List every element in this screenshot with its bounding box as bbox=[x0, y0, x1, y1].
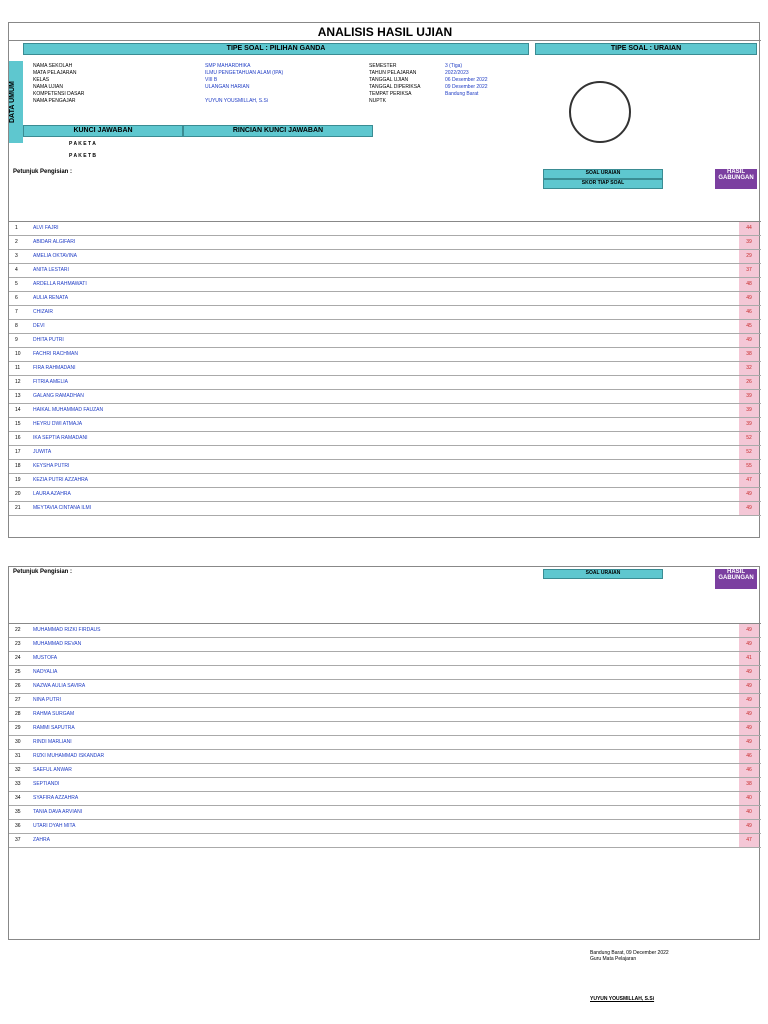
student-nilai: 26 bbox=[739, 376, 759, 389]
student-nilai: 49 bbox=[739, 722, 759, 735]
student-nilai: 52 bbox=[739, 446, 759, 459]
table-row bbox=[9, 236, 761, 250]
student-nilai: 49 bbox=[739, 694, 759, 707]
petunjuk-label-2: Petunjuk Pengisian : bbox=[13, 569, 73, 575]
student-name: KEZIA PUTRI AZZAHRA bbox=[33, 477, 89, 483]
signer-name: YUYUN YOUSMILLAH, S.Si bbox=[590, 996, 655, 1002]
student-name: RAHMA SURGAM bbox=[33, 711, 75, 717]
student-nilai: 46 bbox=[739, 750, 759, 763]
student-name: KEYSHA PUTRI bbox=[33, 463, 70, 469]
student-name: ALVI FAJRI bbox=[33, 225, 59, 231]
student-name: NADYALIA bbox=[33, 669, 58, 675]
student-name: DHITA PUTRI bbox=[33, 337, 64, 343]
student-nilai: 32 bbox=[739, 362, 759, 375]
student-nilai: 37 bbox=[739, 264, 759, 277]
student-name: MUSTOFA bbox=[33, 655, 58, 661]
student-nilai: 49 bbox=[739, 708, 759, 721]
hasil-gabungan-head: HASIL GABUNGAN bbox=[715, 169, 757, 189]
soal-uraian-head-2: SOAL URAIAN bbox=[543, 569, 663, 579]
student-no: 32 bbox=[15, 767, 21, 773]
table-row bbox=[9, 638, 761, 652]
student-no: 36 bbox=[15, 823, 21, 829]
table-row bbox=[9, 680, 761, 694]
data-umum-label: DATA UMUM bbox=[9, 61, 23, 143]
student-no: 4 bbox=[15, 267, 18, 273]
table-row bbox=[9, 792, 761, 806]
table-row bbox=[9, 488, 761, 502]
tipe-pg-band: TIPE SOAL : PILIHAN GANDA bbox=[23, 43, 529, 55]
student-nilai: 49 bbox=[739, 624, 759, 637]
identity-labels-2: SEMESTER TAHUN PELAJARAN TANGGAL UJIAN TANGGAL DIPERIKSA TEMPAT PERIKSA NUPTK bbox=[369, 63, 421, 104]
student-nilai: 55 bbox=[739, 460, 759, 473]
student-name: SAEFUL ANWAR bbox=[33, 767, 72, 773]
student-name: ABIDAR ALGIFARI bbox=[33, 239, 76, 245]
student-name: RINDI MARLIANI bbox=[33, 739, 72, 745]
student-no: 14 bbox=[15, 407, 21, 413]
student-no: 10 bbox=[15, 351, 21, 357]
school-name: SMP MAHARDHIKA bbox=[205, 63, 251, 69]
student-name: FITRIA AMELIA bbox=[33, 379, 69, 385]
student-no: 2 bbox=[15, 239, 18, 245]
student-nilai: 46 bbox=[739, 764, 759, 777]
table-row bbox=[9, 250, 761, 264]
exam-name: ULANGAN HARIAN bbox=[205, 84, 250, 90]
table-row bbox=[9, 376, 761, 390]
student-no: 37 bbox=[15, 837, 21, 843]
table-row bbox=[9, 624, 761, 638]
student-name: MUHAMMAD RIZKI FIRDAUS bbox=[33, 627, 101, 633]
table-row bbox=[9, 222, 761, 236]
student-no: 28 bbox=[15, 711, 21, 717]
table-row bbox=[9, 334, 761, 348]
table-row bbox=[9, 736, 761, 750]
student-nilai: 40 bbox=[739, 806, 759, 819]
rincian-label: RINCIAN KUNCI JAWABAN bbox=[183, 125, 373, 137]
student-nilai: 41 bbox=[739, 652, 759, 665]
student-table bbox=[9, 221, 761, 521]
table-row bbox=[9, 694, 761, 708]
table-row bbox=[9, 750, 761, 764]
student-nilai: 29 bbox=[739, 250, 759, 263]
student-name: AULIA RENATA bbox=[33, 295, 69, 301]
student-nilai: 49 bbox=[739, 292, 759, 305]
student-name: GALANG RAMADHAN bbox=[33, 393, 84, 399]
table-row bbox=[9, 834, 761, 848]
student-name: ZAHRA bbox=[33, 837, 50, 843]
student-no: 30 bbox=[15, 739, 21, 745]
student-no: 12 bbox=[15, 379, 21, 385]
student-no: 35 bbox=[15, 809, 21, 815]
soal-uraian-head: SOAL URAIAN bbox=[543, 169, 663, 179]
student-no: 13 bbox=[15, 393, 21, 399]
student-name: IKA SEPTIA RAMADANI bbox=[33, 435, 88, 441]
student-nilai: 39 bbox=[739, 404, 759, 417]
student-no: 29 bbox=[15, 725, 21, 731]
student-name: NINA PUTRI bbox=[33, 697, 62, 703]
student-name: HAIKAL MUHAMMAD FAUZAN bbox=[33, 407, 104, 413]
tipe-uraian-band: TIPE SOAL : URAIAN bbox=[535, 43, 757, 55]
student-nilai: 44 bbox=[739, 222, 759, 235]
student-nilai: 39 bbox=[739, 418, 759, 431]
student-nilai: 49 bbox=[739, 638, 759, 651]
student-name: RAMMI SAPUTRA bbox=[33, 725, 75, 731]
student-no: 31 bbox=[15, 753, 21, 759]
teacher-role: Guru Mata Pelajaran bbox=[590, 956, 637, 962]
student-name: RIZKI MUHAMMAD ISKANDAR bbox=[33, 753, 105, 759]
exam-date: 06 Desember 2022 bbox=[445, 77, 488, 83]
student-no: 24 bbox=[15, 655, 21, 661]
student-no: 9 bbox=[15, 337, 18, 343]
student-no: 22 bbox=[15, 627, 21, 633]
academic-year: 2022/2023 bbox=[445, 70, 469, 76]
table-row bbox=[9, 404, 761, 418]
student-no: 19 bbox=[15, 477, 21, 483]
checked-date: 09 Desember 2022 bbox=[445, 84, 488, 90]
check-place: Bandung Barat bbox=[445, 91, 479, 97]
student-name: MEYTAVIA CINTANA ILMI bbox=[33, 505, 92, 511]
school-logo bbox=[569, 81, 631, 143]
table-row bbox=[9, 306, 761, 320]
student-no: 33 bbox=[15, 781, 21, 787]
student-nilai: 49 bbox=[739, 680, 759, 693]
student-nilai: 47 bbox=[739, 834, 759, 847]
hasil-gabungan-head-2: HASIL GABUNGAN bbox=[715, 569, 757, 589]
student-no: 26 bbox=[15, 683, 21, 689]
student-no: 17 bbox=[15, 449, 21, 455]
student-no: 25 bbox=[15, 669, 21, 675]
student-name: FIRA RAHMADANI bbox=[33, 365, 76, 371]
student-nilai: 46 bbox=[739, 306, 759, 319]
teacher: YUYUN YOUSMILLAH, S.Si bbox=[205, 98, 268, 104]
student-nilai: 39 bbox=[739, 236, 759, 249]
sheet-title: ANALISIS HASIL UJIAN bbox=[9, 23, 761, 41]
table-row bbox=[9, 390, 761, 404]
table-row bbox=[9, 652, 761, 666]
signature-block bbox=[590, 950, 669, 1002]
identity-labels: NAMA SEKOLAH MATA PELAJARAN KELAS NAMA UJIAN KOMPETENSI DASAR NAMA PENGAJAR bbox=[33, 63, 85, 104]
analysis-sheet-1 bbox=[8, 22, 760, 538]
table-row bbox=[9, 446, 761, 460]
table-row bbox=[9, 708, 761, 722]
student-no: 6 bbox=[15, 295, 18, 301]
table-row bbox=[9, 320, 761, 334]
table-row bbox=[9, 292, 761, 306]
table-row bbox=[9, 474, 761, 488]
student-name: TANIA DAVA ARVIANI bbox=[33, 809, 83, 815]
table-row bbox=[9, 362, 761, 376]
student-nilai: 49 bbox=[739, 736, 759, 749]
student-nilai: 49 bbox=[739, 502, 759, 515]
student-name: LAURA AZAHRA bbox=[33, 491, 71, 497]
table-row bbox=[9, 278, 761, 292]
student-no: 16 bbox=[15, 435, 21, 441]
student-no: 3 bbox=[15, 253, 18, 259]
student-nilai: 49 bbox=[739, 334, 759, 347]
table-row bbox=[9, 502, 761, 516]
semester: 3 (Tiga) bbox=[445, 63, 463, 69]
table-row bbox=[9, 764, 761, 778]
student-no: 8 bbox=[15, 323, 18, 329]
student-name: UTARI DYAH MITA bbox=[33, 823, 76, 829]
table-row bbox=[9, 348, 761, 362]
student-no: 20 bbox=[15, 491, 21, 497]
table-row bbox=[9, 432, 761, 446]
student-nilai: 52 bbox=[739, 432, 759, 445]
place-date: Bandung Barat, 09 December 2022 bbox=[590, 950, 669, 956]
student-name: ARDELLA RAHMAWATI bbox=[33, 281, 87, 287]
student-nilai: 39 bbox=[739, 390, 759, 403]
student-name: SYAFIRA AZZAHRA bbox=[33, 795, 79, 801]
table-row bbox=[9, 418, 761, 432]
identity-values bbox=[205, 63, 283, 105]
student-no: 5 bbox=[15, 281, 18, 287]
student-nilai: 49 bbox=[739, 820, 759, 833]
student-nilai: 49 bbox=[739, 488, 759, 501]
analysis-sheet-2 bbox=[8, 566, 760, 940]
student-nilai: 45 bbox=[739, 320, 759, 333]
paket-b: P A K E T B bbox=[69, 153, 97, 159]
student-name: ANITA LESTARI bbox=[33, 267, 69, 273]
table-row bbox=[9, 666, 761, 680]
student-nilai: 48 bbox=[739, 278, 759, 291]
student-name: DEVI bbox=[33, 323, 45, 329]
student-nilai: 38 bbox=[739, 778, 759, 791]
student-no: 21 bbox=[15, 505, 21, 511]
subject: ILMU PENGETAHUAN ALAM (IPA) bbox=[205, 70, 284, 76]
student-name: MUHAMMAD REVAN bbox=[33, 641, 82, 647]
student-name: AMELIA OKTAVINA bbox=[33, 253, 77, 259]
student-no: 27 bbox=[15, 697, 21, 703]
student-no: 34 bbox=[15, 795, 21, 801]
student-name: CHIZAIR bbox=[33, 309, 53, 315]
student-name: SEPTIANDI bbox=[33, 781, 60, 787]
student-nilai: 38 bbox=[739, 348, 759, 361]
student-no: 15 bbox=[15, 421, 21, 427]
student-name: FACHRI RACHMAN bbox=[33, 351, 79, 357]
skor-tiap-soal-head: SKOR TIAP SOAL bbox=[543, 179, 663, 189]
student-nilai: 47 bbox=[739, 474, 759, 487]
student-no: 7 bbox=[15, 309, 18, 315]
student-no: 23 bbox=[15, 641, 21, 647]
student-nilai: 40 bbox=[739, 792, 759, 805]
table-row bbox=[9, 820, 761, 834]
class: VIII B bbox=[205, 77, 218, 83]
student-no: 18 bbox=[15, 463, 21, 469]
student-name: JUWITA bbox=[33, 449, 52, 455]
student-no: 1 bbox=[15, 225, 18, 231]
student-table-2 bbox=[9, 623, 761, 883]
kunci-label: KUNCI JAWABAN bbox=[23, 125, 183, 137]
student-no: 11 bbox=[15, 365, 21, 371]
identity-values-2 bbox=[445, 63, 488, 98]
student-name: NAZWA AULIA SAVIRA bbox=[33, 683, 86, 689]
table-row bbox=[9, 722, 761, 736]
table-row bbox=[9, 460, 761, 474]
table-row bbox=[9, 264, 761, 278]
table-row bbox=[9, 806, 761, 820]
student-name: HEYRU DWI ATMAJA bbox=[33, 421, 83, 427]
table-row bbox=[9, 778, 761, 792]
paket-a: P A K E T A bbox=[69, 141, 96, 147]
petunjuk-label: Petunjuk Pengisian : bbox=[13, 169, 73, 175]
student-nilai: 49 bbox=[739, 666, 759, 679]
